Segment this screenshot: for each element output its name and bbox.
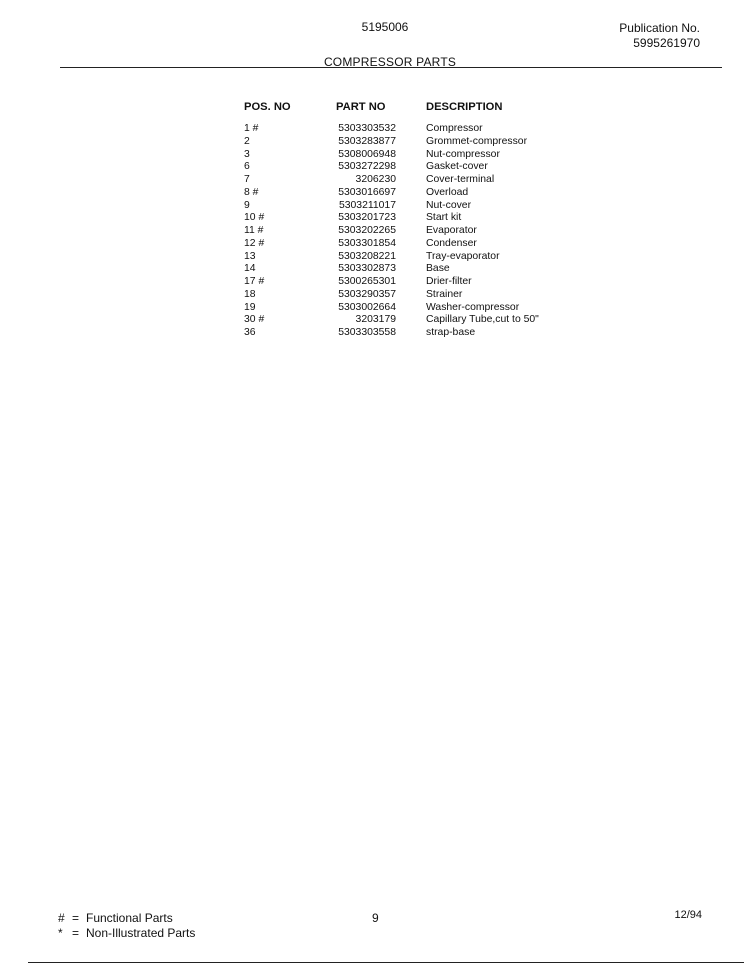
table-row [244,238,586,251]
part-number-cell: 5303290357 [338,288,396,300]
publication-label: Publication No. [619,21,700,35]
parts-table-body [244,123,586,340]
part-number-cell: 5303301854 [338,237,396,249]
table-header-row [244,100,586,123]
table-row [244,263,586,276]
footer-legend [58,911,195,941]
description-cell: Capillary Tube,cut to 50" [426,314,539,326]
table-row [244,251,586,264]
description-cell: Washer-compressor [426,301,520,313]
description-cell: Drier-filter [426,276,472,287]
parts-table-header [244,100,586,123]
pos-cell: 36 [244,327,256,338]
table-row [244,314,586,327]
part-number-cell: 5303201723 [338,212,396,224]
pos-cell: 11 # [244,225,264,236]
description-cell: Base [426,263,450,275]
description-cell: Nut-compressor [426,148,500,160]
part-number-cell: 5303208221 [338,250,396,262]
legend-equals: = [72,911,80,925]
publication-block [619,21,700,51]
description-cell: Condenser [426,237,477,249]
legend-text: Functional Parts [86,911,173,925]
pos-cell: 2 [244,135,250,147]
part-number-cell: 5303202265 [338,225,396,236]
part-number-cell: 5303283877 [338,135,396,147]
description-cell: Tray-evaporator [426,250,500,262]
part-number-cell: 5308006948 [338,148,396,160]
parts-table [244,100,586,340]
pos-cell: 8 # [244,186,259,198]
pos-cell: 6 [244,161,250,173]
header-divider [60,67,722,68]
description-cell: Grommet-compressor [426,135,528,147]
table-row [244,149,586,162]
pos-cell: 1 # [244,123,259,134]
pos-cell: 18 [244,288,256,300]
description-cell: Compressor [426,123,483,134]
part-number-cell: 5303302873 [338,263,396,275]
column-header-description: DESCRIPTION [426,100,503,113]
legend-equals: = [72,926,80,940]
description-cell: Cover-terminal [426,174,495,185]
legend-symbol: * [58,926,63,940]
column-header-pos-no: POS. NO [244,100,291,113]
pos-cell: 30 # [244,314,265,326]
footer-divider [28,962,744,963]
legend-item-functional [58,911,195,926]
part-number-cell: 3206230 [355,174,396,185]
table-row [244,136,586,149]
description-cell: Overload [426,186,469,198]
legend-symbol: # [58,911,65,925]
pos-cell: 3 [244,148,250,160]
table-row [244,200,586,213]
table-row [244,174,586,187]
part-number-cell: 3203179 [355,314,396,326]
legend-item-non-illustrated [58,926,195,941]
part-number-cell: 5303303532 [338,123,396,134]
pos-cell: 10 # [244,212,265,224]
table-row [244,187,586,200]
pos-cell: 14 [244,263,256,275]
description-cell: Evaporator [426,225,477,236]
section-title: COMPRESSOR PARTS [323,55,457,69]
table-row [244,225,586,238]
table-row [244,289,586,302]
table-row [244,212,586,225]
pos-cell: 9 [244,199,250,211]
column-header-part-no: PART NO [336,100,386,113]
publication-number: 5995261970 [633,36,700,50]
table-row [244,327,586,340]
part-number-cell: 5303272298 [338,161,396,173]
description-cell: Nut-cover [426,199,472,211]
description-cell: strap-base [426,327,476,338]
table-row [244,302,586,315]
part-number-cell: 5300265301 [338,276,396,287]
part-number-cell: 5303211017 [338,199,396,211]
pos-cell: 19 [244,301,256,313]
part-number-cell: 5303016697 [338,186,396,198]
part-number-cell: 5303303558 [338,327,396,338]
part-number-cell: 5303002664 [338,301,396,313]
page-number: 9 [372,911,379,925]
legend-text: Non-Illustrated Parts [86,926,196,940]
publication-date: 12/94 [674,909,702,921]
model-number: 5195006 [361,20,409,34]
description-cell: Strainer [426,288,463,300]
table-row [244,161,586,174]
pos-cell: 12 # [244,237,265,249]
table-row [244,276,586,289]
description-cell: Start kit [426,212,462,224]
pos-cell: 17 # [244,276,265,287]
pos-cell: 7 [244,174,250,185]
pos-cell: 13 [244,250,256,262]
description-cell: Gasket-cover [426,161,488,173]
table-row [244,123,586,136]
